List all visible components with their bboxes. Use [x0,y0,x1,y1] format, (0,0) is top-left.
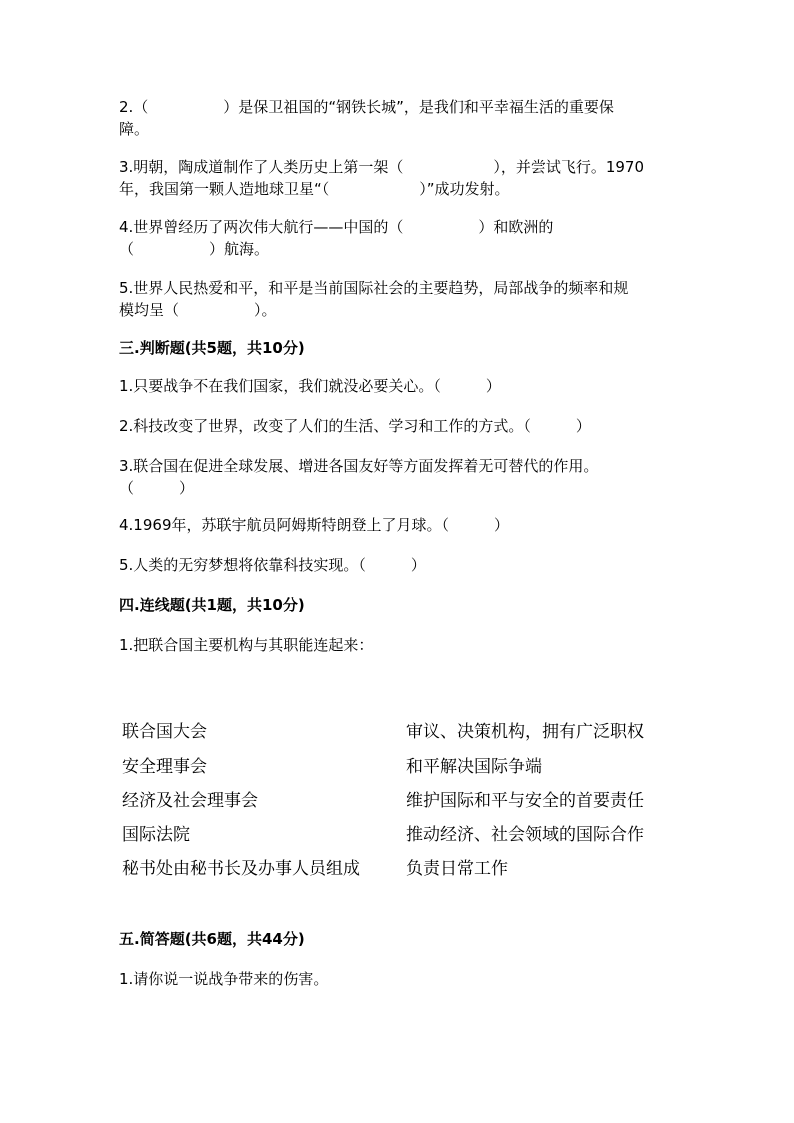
question-line: （ ） [119,479,195,497]
matching-left-item: 经济及社会理事会 [122,791,258,811]
judge-question-5: 5.人类的无穷梦想将依靠科技实现。（ ） [119,556,426,574]
matching-left-item: 安全理事会 [122,757,207,777]
matching-right-item: 和平解决国际争端 [406,757,542,777]
fill-in-question-4 [119,216,679,260]
judge-question-3 [119,455,679,499]
matching-right-item: 推动经济、社会领域的国际合作 [406,825,644,845]
section-title-short-answer: 五.简答题(共6题，共44分) [119,930,305,948]
matching-left-item: 联合国大会 [122,722,207,742]
question-line: 5.世界人民热爱和平，和平是当前国际社会的主要趋势，局部战争的频率和规 [119,279,629,297]
matching-right-item: 负责日常工作 [406,859,508,879]
matching-right-item: 维护国际和平与安全的首要责任 [406,791,644,811]
question-line: 年，我国第一颗人造地球卫星“（ ）”成功发射。 [119,180,510,198]
question-line: 2.（ ）是保卫祖国的“钢铁长城”，是我们和平幸福生活的重要保 [119,98,614,116]
judge-question-4: 4.1969年，苏联宇航员阿姆斯特朗登上了月球。（ ） [119,516,509,534]
fill-in-question-3 [119,156,679,200]
section-title-matching: 四.连线题(共1题，共10分) [119,596,305,614]
matching-left-item: 秘书处由秘书长及办事人员组成 [122,859,360,879]
matching-right-item: 审议、决策机构，拥有广泛职权 [406,722,644,742]
judge-question-2: 2.科技改变了世界，改变了人们的生活、学习和工作的方式。（ ） [119,417,591,435]
question-line: 3.明朝，陶成道制作了人类历史上第一架（ ），并尝试飞行。1970 [119,158,644,176]
section-title-judge: 三.判断题(共5题，共10分) [119,339,305,357]
question-line: （ ）航海。 [119,240,270,258]
question-line: 障。 [119,120,150,138]
short-answer-question-1: 1.请你说一说战争带来的伤害。 [119,970,329,988]
question-line: 模均呈（ ）。 [119,301,277,319]
question-line: 3.联合国在促进全球发展、增进各国友好等方面发挥着无可替代的作用。 [119,457,599,475]
question-line: 4.世界曾经历了两次伟大航行——中国的（ ）和欧洲的 [119,218,554,236]
matching-left-item: 国际法院 [122,825,190,845]
judge-question-1: 1.只要战争不在我们国家，我们就没必要关心。（ ） [119,377,501,395]
fill-in-question-5 [119,277,679,321]
fill-in-question-2 [119,96,679,140]
matching-question-1: 1.把联合国主要机构与其职能连起来： [119,636,374,654]
